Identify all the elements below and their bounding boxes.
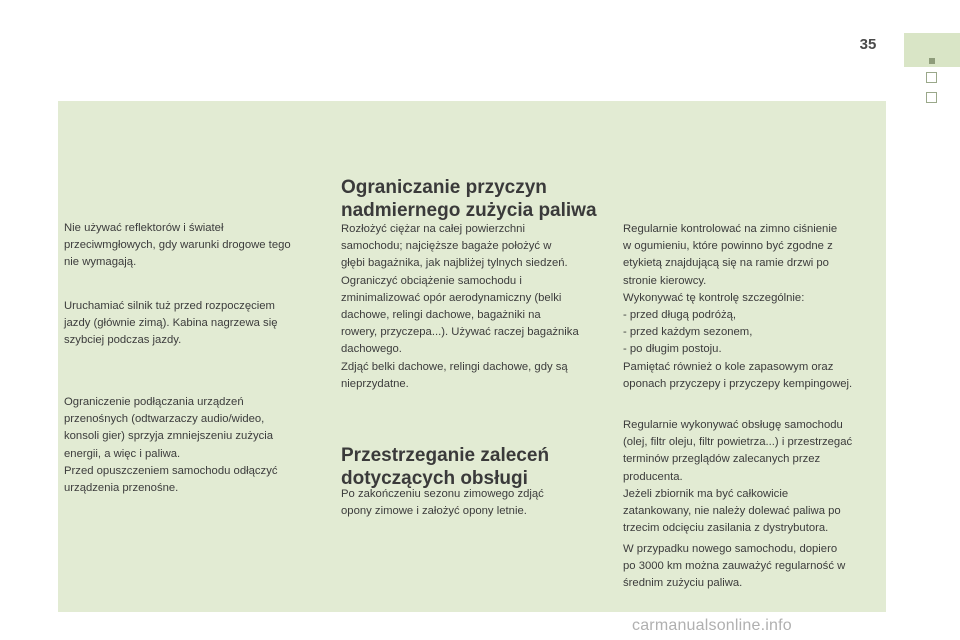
chapter-tab-box-2 (926, 92, 937, 103)
heading-maintenance: Przestrzeganie zaleceń dotyczących obsługi (341, 445, 550, 489)
column-right-refuel (623, 486, 885, 538)
column-right (623, 221, 885, 393)
paragraph-headlights: Nie używać reflektorów i świateł przeciwmgłowych, gdy warunki drogowe tego nie wymagają. (64, 222, 291, 269)
page-number: 35 (859, 36, 877, 53)
paragraph-servicing: Regularnie wykonywać obsługę samochodu (olej, filtr oleju, filtr powietrza...) i przestrzegać terminów przeglądów zalecanych przez producenta. (623, 419, 853, 483)
paragraph-tyre-pressure: Regularnie kontrolować na zimno ciśnienie w ogumieniu, które powinno być zgodne z etykietą znajdującą się na ramie drzwi po stronie kierowcy. Wykonywać tę kontrolę szczególnie: - przed długą podróżą, - przed każdym sezonem, - po długim postoju. Pamiętać również o kole zapasowym oraz oponach przyczepy i przyczepy kempingowej. (623, 223, 853, 390)
paragraph-refuelling: Jeżeli zbiornik ma być całkowicie zatankowany, nie należy dolewać paliwa po trzecim odcięciu zasilania z dystrybutora. (623, 488, 841, 535)
column-left-engine (64, 298, 324, 350)
chapter-tab-marker (929, 58, 935, 64)
column-left (64, 220, 324, 272)
column-middle (341, 221, 611, 393)
column-right-new-car (623, 541, 885, 593)
paragraph-load-distribution: Rozłożyć ciężar na całej powierzchni samochodu; najcięższe bagaże położyć w głębi bagażnika, jak najbliżej tylnych siedzeń. Ograniczyć obciążenie samochodu i zminimalizować opór aerodynamiczny (belki dachowe, relingi dachowe, bagażniki na rowery, przyczepa...). Używać raczej bagażnika dachowego. Zdjąć belki dachowe, relingi dachowe, gdy są nieprzydatne. (341, 223, 579, 390)
column-right-service (623, 417, 885, 486)
paragraph-portable-devices: Ograniczenie podłączania urządzeń przenośnych (odtwarzaczy audio/wideo, konsoli gier) sprzyja zmniejszeniu zużycia energii, a więc i paliwa. Przed opuszczeniem samochodu odłączyć urządzenia przenośne. (64, 396, 278, 495)
heading-fuel-consumption: Ograniczanie przyczyn nadmiernego zużycia paliwa (341, 177, 597, 221)
paragraph-engine-start: Uruchamiać silnik tuż przed rozpoczęciem jazdy (głównie zimą). Kabina nagrzewa się szybciej podczas jazdy. (64, 300, 278, 347)
column-left-devices (64, 394, 324, 497)
paragraph-new-car: W przypadku nowego samochodu, dopiero po 3000 km można zauważyć regularność w średnim zużyciu paliwa. (623, 543, 846, 590)
column-middle-tyres (341, 486, 611, 520)
paragraph-winter-tyres: Po zakończeniu sezonu zimowego zdjąć opony zimowe i założyć opony letnie. (341, 488, 544, 518)
chapter-tab-box-1 (926, 72, 937, 83)
footer-watermark: carmanualsonline.info (632, 617, 792, 634)
